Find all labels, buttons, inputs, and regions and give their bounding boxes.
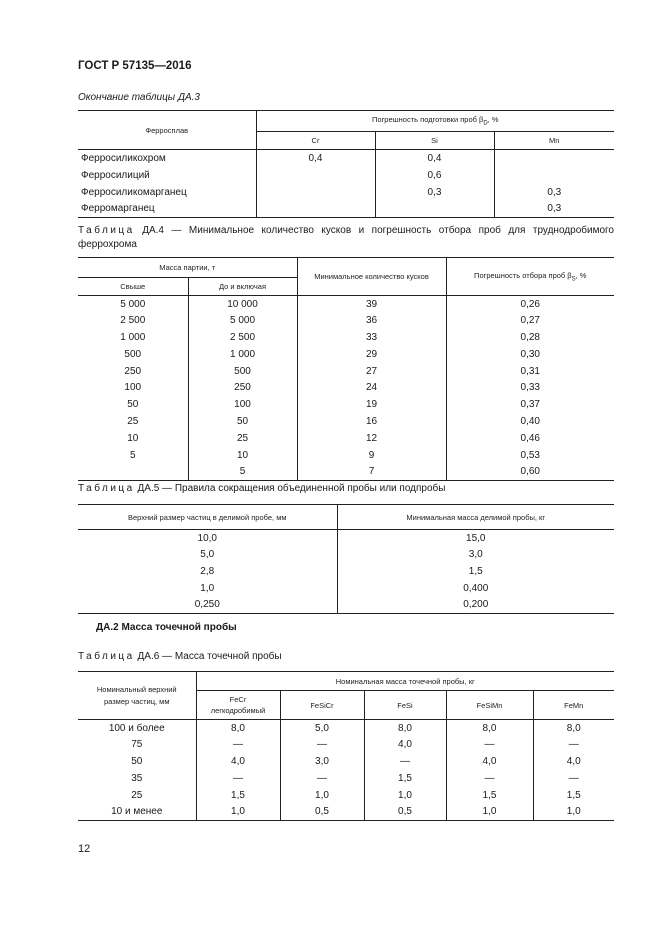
table-row	[78, 753, 614, 770]
table-row	[78, 447, 614, 464]
table-cell: 1 000	[78, 329, 188, 346]
table-cell: 29	[297, 346, 446, 363]
table-cell: 0,6	[375, 167, 494, 184]
table-cell	[494, 167, 614, 184]
table-cell: 50	[78, 753, 196, 770]
table-row	[78, 167, 614, 184]
table-cell: Ферросиликомарганец	[78, 184, 256, 201]
table-row	[78, 563, 614, 580]
table-cell: 50	[78, 396, 188, 413]
table-row	[78, 201, 614, 218]
table-cell: 36	[297, 312, 446, 329]
table-da4-header-upto: До и включая	[188, 278, 297, 296]
table-cell: 0,4	[375, 150, 494, 167]
table-row	[78, 379, 614, 396]
table-cell: 5	[188, 463, 297, 480]
table-row	[78, 312, 614, 329]
table-cell: 35	[78, 770, 196, 787]
table-da3-header-cr: Cr	[256, 132, 375, 150]
table-cell: 250	[78, 363, 188, 380]
table-cell: 75	[78, 736, 196, 753]
table-cell: 0,33	[520, 382, 540, 394]
table-cell: Ферросиликохром	[78, 150, 256, 167]
table-cell: 0,31	[520, 365, 540, 377]
table-da3-header-ferroalloy: Ферросплав	[78, 111, 256, 150]
table-cell: —	[280, 736, 364, 753]
table-cell	[256, 167, 375, 184]
table-cell: 0,5	[364, 803, 446, 820]
table-cell: 0,4	[256, 150, 375, 167]
table-cell: 19	[297, 396, 446, 413]
table-cell: 0,3	[494, 201, 614, 218]
table-da4-header-min-pieces: Минимальное количество кусков	[297, 258, 446, 296]
table-cell: —	[446, 736, 533, 753]
table-cell: 0,3	[375, 184, 494, 201]
table-cell: 1,5	[566, 789, 581, 801]
table-cell: 5,0	[78, 546, 337, 563]
table-cell: —	[196, 770, 280, 787]
table-cell: 10 и менее	[78, 803, 196, 820]
table-cell: 9	[297, 447, 446, 464]
table-row	[78, 580, 614, 597]
table-cell: —	[280, 770, 364, 787]
table-cell: 0,60	[446, 463, 614, 480]
table-cell: 0,200	[337, 597, 614, 614]
table-cell: 1,0	[446, 803, 533, 820]
table-cell: 1,5	[446, 787, 533, 804]
table-cell: 1,0	[280, 787, 364, 804]
table-cell: —	[446, 770, 533, 787]
table-cell: 4,0	[196, 753, 280, 770]
table-da4-caption: Таблица ДА.4 — Минимальное количество кусков и погрешность отбора проб для труднодробимого феррохрома	[78, 225, 614, 250]
table-cell: 2,8	[78, 563, 337, 580]
table-cell: 2 500	[78, 312, 188, 329]
table-cell: 16	[297, 413, 446, 430]
table-row	[78, 720, 614, 737]
table-row	[78, 546, 614, 563]
table-cell: 0,250	[78, 597, 337, 614]
page-number: 12	[78, 843, 91, 855]
table-row	[78, 736, 614, 753]
table-cell: 250	[188, 379, 297, 396]
table-row	[78, 413, 614, 430]
table-cell: 25	[78, 787, 196, 804]
table-da6	[78, 671, 614, 821]
table-cell: 0,400	[463, 582, 489, 594]
table-cell: 10	[78, 430, 188, 447]
table-cell: 4,0	[446, 753, 533, 770]
table-cell: —	[568, 739, 579, 751]
table-cell: 0,5	[280, 803, 364, 820]
table-cell: 500	[188, 363, 297, 380]
table-cell	[78, 463, 188, 480]
table-cell: 8,0	[446, 720, 533, 737]
table-da3-header-mn: Mn	[494, 132, 614, 150]
table-cell: 8,0	[566, 722, 581, 734]
table-cell: Ферромарганец	[78, 201, 256, 218]
table-cell: 5 000	[78, 296, 188, 313]
table-cell: 500	[78, 346, 188, 363]
table-da3-header-group: Погрешность подготовки проб $\beta_D$, %	[256, 111, 614, 132]
table-row	[78, 463, 614, 480]
section-heading-da2: ДА.2 Масса точечной пробы	[96, 622, 237, 633]
table-row	[78, 787, 614, 804]
table-cell: 1,0	[533, 803, 614, 820]
table-cell: 24	[297, 379, 446, 396]
table-cell: 0,37	[520, 399, 540, 411]
table-cell	[375, 201, 494, 218]
table-cell: 0,53	[520, 449, 540, 461]
table-row	[78, 363, 614, 380]
table-row	[78, 396, 614, 413]
table-cell	[256, 201, 375, 218]
table-cell: 100	[188, 396, 297, 413]
table-cell: —	[568, 772, 579, 784]
table-da4-header-error: Погрешность отбора проб $\beta_S$, %	[446, 258, 614, 296]
table-da5-header-size: Верхний размер частиц в делимой пробе, мм	[78, 505, 337, 530]
table-cell: 0,46	[520, 432, 540, 444]
table-da3	[78, 110, 614, 218]
table-cell: —	[196, 736, 280, 753]
table-cell: 8,0	[196, 720, 280, 737]
table-cell: 25	[188, 430, 297, 447]
table-da3-caption: Окончание таблицы ДА.3	[78, 92, 200, 103]
table-cell: 50	[188, 413, 297, 430]
table-cell: 10	[188, 447, 297, 464]
table-da4-header-over: Свыше	[78, 278, 188, 296]
table-da5-header-mass: Минимальная масса делимой пробы, кг	[337, 505, 614, 530]
table-cell: 5 000	[188, 312, 297, 329]
table-da6-header-femn: FeMn	[533, 691, 614, 720]
document-header: ГОСТ Р 57135—2016	[78, 60, 192, 72]
table-row	[78, 597, 614, 614]
table-cell: 3,0	[280, 753, 364, 770]
table-cell: 25	[78, 413, 188, 430]
table-cell: 7	[297, 463, 446, 480]
table-cell: Ферросилиций	[78, 167, 256, 184]
table-da6-caption: Таблица ДА.6 — Масса точечной пробы	[78, 651, 282, 662]
table-cell: 4,0	[566, 755, 581, 767]
table-cell: 8,0	[364, 720, 446, 737]
table-da6-header-fesimn: FeSiMn	[446, 691, 533, 720]
table-cell: 0,3	[547, 186, 562, 198]
table-cell: 1,5	[196, 787, 280, 804]
table-cell	[494, 150, 614, 167]
table-cell: 0,28	[520, 331, 540, 343]
table-cell: 1,0	[364, 787, 446, 804]
table-cell: 1,0	[78, 580, 337, 597]
table-da6-header-fecr: FeCr легкодробимый	[196, 691, 280, 720]
table-da6-header-group: Номинальная масса точечной пробы, кг	[196, 672, 614, 691]
table-row	[78, 803, 614, 820]
table-row	[78, 530, 614, 547]
table-cell: —	[364, 753, 446, 770]
table-row	[78, 770, 614, 787]
table-cell: 27	[297, 363, 446, 380]
table-cell: 1 000	[188, 346, 297, 363]
table-cell: 10 000	[188, 296, 297, 313]
table-cell: 0,40	[520, 415, 540, 427]
table-da6-header-fesi: FeSi	[364, 691, 446, 720]
table-cell: 33	[297, 329, 446, 346]
table-cell: 0,27	[520, 315, 540, 327]
table-cell: 1,5	[468, 565, 483, 577]
table-cell: 0,30	[520, 348, 540, 360]
table-row	[78, 184, 614, 201]
table-da4-body	[78, 296, 614, 481]
table-row	[78, 346, 614, 363]
table-cell: 100 и более	[78, 720, 196, 737]
table-da4	[78, 257, 614, 481]
table-cell: 39	[297, 296, 446, 313]
table-row	[78, 430, 614, 447]
table-cell: 1,5	[364, 770, 446, 787]
table-da3-header-si: Si	[375, 132, 494, 150]
table-row	[78, 329, 614, 346]
table-cell: 4,0	[364, 736, 446, 753]
table-cell: 2 500	[188, 329, 297, 346]
table-da4-header-mass: Масса партии, т	[78, 258, 297, 278]
table-cell	[256, 184, 375, 201]
table-row	[78, 150, 614, 167]
table-da5-caption: Таблица ДА.5 — Правила сокращения объединенной пробы или подпробы	[78, 483, 446, 494]
table-cell: 100	[78, 379, 188, 396]
table-cell: 1,0	[196, 803, 280, 820]
table-cell: 15,0	[466, 532, 486, 544]
table-cell: 0,26	[520, 298, 540, 310]
table-da6-header-size: Номинальный верхний размер частиц, мм	[78, 672, 196, 720]
table-cell: 10,0	[78, 530, 337, 547]
table-cell: 5	[78, 447, 188, 464]
table-cell: 3,0	[468, 549, 483, 561]
table-row	[78, 296, 614, 313]
table-da5	[78, 504, 614, 614]
table-da6-header-fesicr: FeSiCr	[280, 691, 364, 720]
table-cell: 12	[297, 430, 446, 447]
table-cell: 5,0	[280, 720, 364, 737]
